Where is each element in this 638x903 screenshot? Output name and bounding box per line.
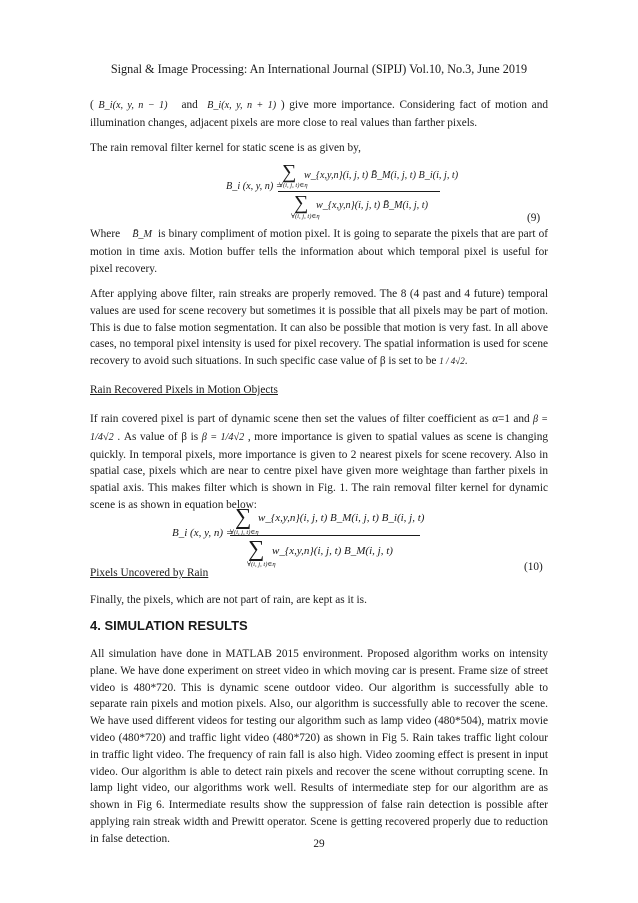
eq9-numerator: w_{x,y,n}(i, j, t) B̄_M(i, j, t) B_i(i, j, t) bbox=[304, 170, 459, 181]
eq10-den-sum-symbol: ∑ bbox=[248, 536, 265, 561]
paragraph-text: , more importance is given to spatial values as scene is changing quickly. In temporal pixels, more importance is given to 2 nearest pixels for scene recovery. Also in spatial case, pixels which are near to centre pixel have given more weightage than farther pixels in spatial axis. This makes filter which is shown in Fig. 1. The rain removal filter kernel for dynamic scene is as shown in equation below: bbox=[90, 430, 548, 511]
subheading-uncovered-pixels: Pixels Uncovered by Rain bbox=[90, 567, 209, 579]
open-paren: ( bbox=[90, 99, 94, 111]
and-word: and bbox=[181, 99, 198, 111]
eq10-number: (10) bbox=[524, 561, 543, 573]
paragraph-non-rain-pixels: Finally, the pixels, which are not part of rain, are kept as it is. bbox=[90, 594, 367, 606]
eq10-numerator: w_{x,y,n}(i, j, t) B_M(i, j, t) B_i(i, j, t) bbox=[258, 512, 425, 524]
eq9-den-sum-symbol: ∑ bbox=[294, 192, 309, 214]
math-beta-expr-2: β = 1/4√2 bbox=[201, 431, 245, 443]
paragraph-dynamic-scene bbox=[90, 411, 548, 514]
math-beta-expr: β = 1/4√2 bbox=[90, 414, 549, 443]
where-word: Where bbox=[90, 228, 121, 240]
period: . bbox=[464, 355, 468, 368]
page-number: 29 bbox=[313, 838, 325, 850]
eq9-lhs: B_i (x, y, n) = bbox=[226, 181, 283, 192]
eq9-num-sum-subscript: ∀(i, j, t)∈η bbox=[279, 182, 308, 189]
running-header: Signal & Image Processing: An International Journal (SIPIJ) Vol.10, No.3, June 2019 bbox=[110, 62, 528, 76]
paragraph-text: is binary compliment of motion pixel. It is going to separate the pixels that are part of motion in time axis. Motion buffer tells the information about which temporal pixel is useful for pixel recovery. bbox=[90, 228, 548, 275]
paragraph-simulation-results: All simulation have done in MATLAB 2015 environment. Proposed algorithm works on intensity plane. We have done experiment on street video in which moving car is present. Frame size of street video is 480*720. This is dynamic scene outdoor video. Our algorithm is successfully able to separate rain pixels and motion pixels. Also, our algorithm is successfully able to recover the scene. We have used different videos for testing our algorithm such as lamp video (480*504), matrix movie video (480*720) and traffic light video (480*720) as shown in Fig 5. Rain takes traffic light colour in traffic light video. The frequency of rain fall is also high. Video zooming effect is present in input video. Our algorithm is able to detect rain pixels and recover the scene without corrupting scene. In lamp light video, our algorithms work well. Results of intermediate step for our algorithm are as shown in Fig 6. Intermediate results show the suppression of false rain detection is possible after applying rain streak width and Prewitt operator. Scene is getting recovered properly due to reduction in false detection. bbox=[90, 648, 548, 845]
eq9-num-sum-symbol: ∑ bbox=[282, 161, 297, 183]
paragraph-temporal-pixels bbox=[90, 97, 548, 132]
paragraph-text: After applying above filter, rain streaks are properly removed. The 8 (4 past and 4 future) temporal values are used for scene recovery but sometimes it is possible that all pixels may be part of motion. This is due to false motion segmentation. It can also be possible that motion is very fast. In all above cases, no temporal pixel intensity is used for pixel recovery. The spatial information is used for scene recovery to avoid such situations. In such specific case value of β is set to be bbox=[90, 288, 548, 368]
eq9-denominator: w_{x,y,n}(i, j, t) B̄_M(i, j, t) bbox=[316, 200, 428, 211]
eq10-lhs: B_i (x, y, n) = bbox=[172, 527, 234, 539]
paragraph-after-filter bbox=[90, 286, 548, 370]
paragraph-where-bm bbox=[90, 226, 548, 277]
math-beta-value: 1 / 4√2 bbox=[439, 356, 465, 367]
paragraph-text-start: If rain covered pixel is part of dynamic scene then set the values of filter coefficient as α=1 and bbox=[90, 413, 530, 425]
eq10-denominator: w_{x,y,n}(i, j, t) B_M(i, j, t) bbox=[272, 545, 393, 557]
eq9-number: (9) bbox=[527, 212, 541, 224]
paragraph-text: ) give more importance. Considering fact of motion and illumination changes, adjacent pixels are more close to real values than farther pixels. bbox=[90, 99, 548, 129]
eq10-num-sum-symbol: ∑ bbox=[235, 504, 252, 529]
paragraph-text-mid: . As value of β is bbox=[117, 430, 199, 443]
section-heading: 4. SIMULATION RESULTS bbox=[90, 618, 248, 633]
math-bm-bar: B̄_M bbox=[132, 229, 152, 240]
math-bi-n-minus-1: B_i(x, y, n − 1) bbox=[98, 100, 168, 111]
math-bi-n-plus-1: B_i(x, y, n + 1) bbox=[207, 100, 277, 111]
eq9-den-sum-subscript: ∀(i, j, t)∈η bbox=[291, 213, 320, 220]
subheading-motion-objects: Rain Recovered Pixels in Motion Objects bbox=[90, 384, 278, 396]
paragraph-static-kernel-intro: The rain removal filter kernel for static scene is as given by, bbox=[90, 142, 361, 154]
eq10-den-sum-subscript: ∀(i, j, t)∈η bbox=[247, 561, 276, 568]
eq10-num-sum-subscript: ∀(i, j, t)∈η bbox=[230, 529, 259, 536]
